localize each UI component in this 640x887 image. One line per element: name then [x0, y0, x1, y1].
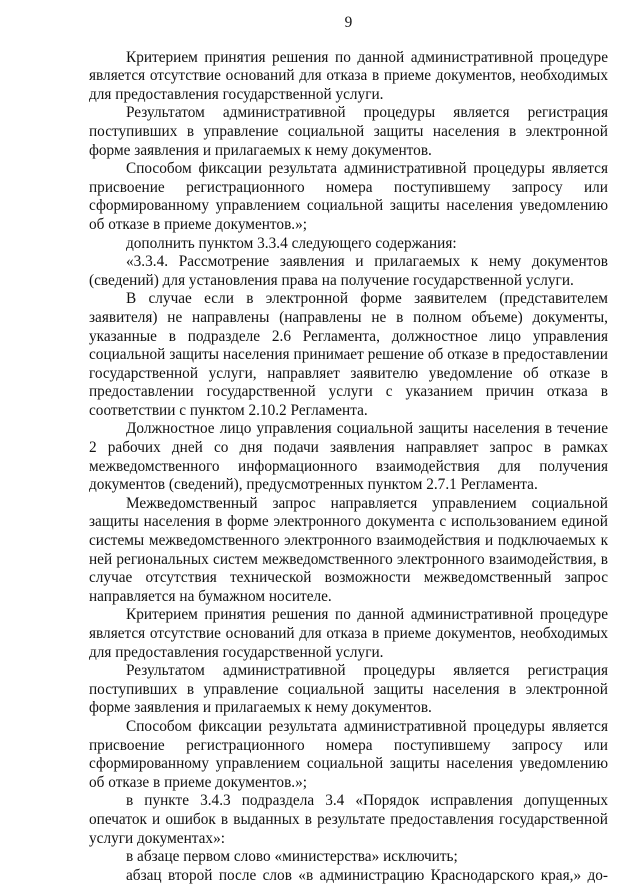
paragraph-criterion-2: Критерием принятия решения по данной административной процедуре является отсутствие оснований для отказа в приеме документов, необходимых для предоставления государственной услуги. — [89, 606, 608, 661]
paragraph-refusal: В случае если в электронной форме заявителем (представителем заявителя) не направлены (направлены не в полном объеме) документы, указанные в подразделе 2.6 Регламента, должностное лицо управления социальной защиты населения принимает решение об отказе в предоставлении государственной услуги, направляет заявителю уведомление об отказе в предоставлении государственной услуги с указанием причин отказа в соответствии с пунктом 2.10.2 Регламента. — [89, 290, 608, 419]
paragraph-official-request: Должностное лицо управления социальной защиты населения в течение 2 рабочих дней со дня подачи заявления направляет запрос в рамках межведомственного информационного взаимодействия для получения документов (сведений), предусмотренных пунктом 2.7.1 Регламента. — [89, 420, 608, 494]
paragraph-second-abzac: абзац второй после слов «в администрацию Краснодарского края,» до- — [126, 866, 608, 884]
paragraph-result-2: Результатом административной процедуры является регистрация поступивших в управление социальной защиты населения в электронной форме заявления и прилагаемых к нему документов. — [89, 662, 608, 717]
paragraph-first-abzac: в абзаце первом слово «министерства» исключить; — [126, 848, 458, 866]
paragraph-interagency-request: Межведомственный запрос направляется управлением социальной защиты населения в форме электронного документа с использованием единой системы межведомственного электронного взаимодействия и подключаемых к ней региональных систем межведомственного электронного взаимодействия, в случае отсутствия технической возможности межведомственный запрос направляется на бумажном носителе. — [89, 494, 608, 605]
paragraph-result-1: Результатом административной процедуры является регистрация поступивших в управление социальной защиты населения в электронной форме заявления и прилагаемых к нему документов. — [89, 104, 608, 159]
paragraph-fixation-2: Способом фиксации результата административной процедуры является присвоение регистрационного номера поступившему запросу или сформированному управлением социальной защиты населения уведомлению об отказе в приеме документов.»; — [89, 717, 608, 791]
paragraph-add-item: дополнить пунктом 3.3.4 следующего содержания: — [126, 234, 457, 252]
paragraph-fixation-1: Способом фиксации результата административной процедуры является присвоение регистрационного номера поступившему запросу или сформированному управлением социальной защиты населения уведомлению об отказе в приеме документов.»; — [89, 160, 608, 233]
page-number: 9 — [344, 14, 353, 31]
paragraph-item-title: «3.3.4. Рассмотрение заявления и прилагаемых к нему документов (сведений) для установления права на получение государственной услуги. — [89, 253, 608, 289]
paragraph-criterion-1: Критерием принятия решения по данной административной процедуре является отсутствие оснований для отказа в приеме документов, необходимых для предоставления государственной услуги. — [89, 48, 608, 103]
paragraph-item-3-4-3: в пункте 3.4.3 подраздела 3.4 «Порядок исправления допущенных опечаток и ошибок в выданных в результате предоставления государственной услуги документах»: — [89, 792, 608, 847]
